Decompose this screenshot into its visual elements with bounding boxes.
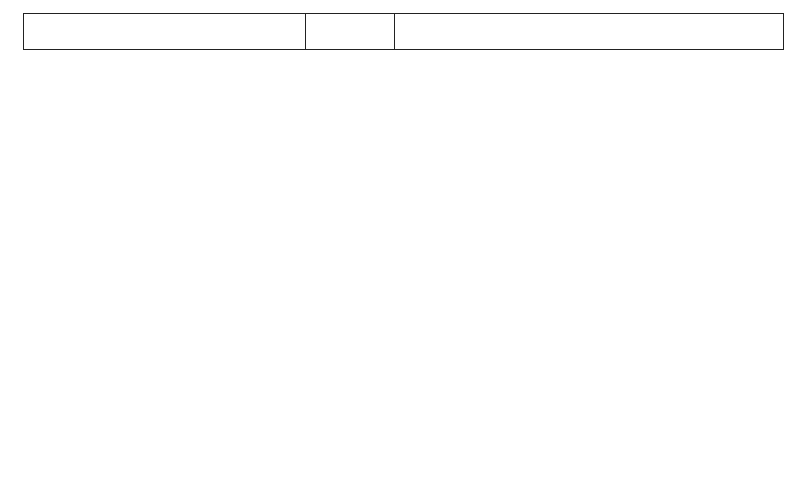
header-pin bbox=[306, 14, 395, 50]
table-header-row bbox=[24, 14, 784, 50]
header-purpose bbox=[395, 14, 784, 50]
pin-assignment-table bbox=[23, 13, 784, 50]
header-connector bbox=[24, 14, 306, 50]
